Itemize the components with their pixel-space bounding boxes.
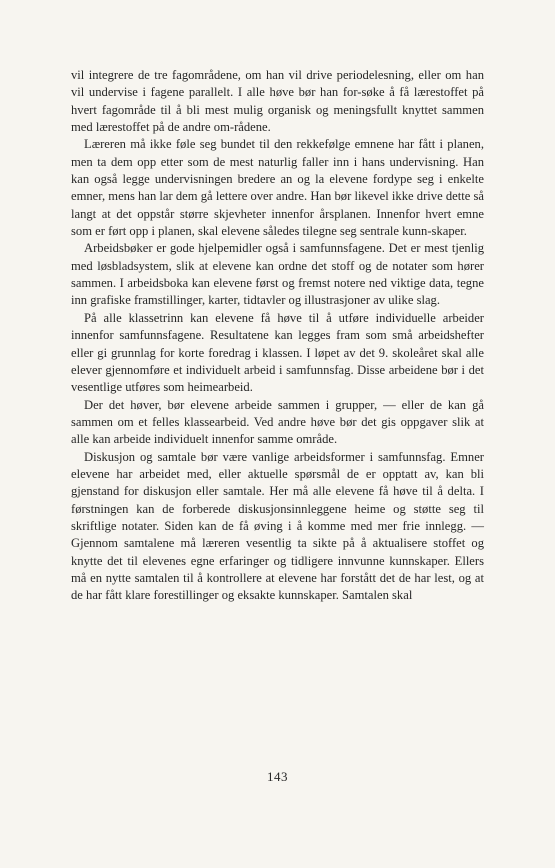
paragraph-2: Læreren må ikke føle seg bundet til den rekkefølge emnene har fått i planen, men ta dem opp etter som de mest naturlig faller inn i hans undervisning. Han kan også legge undervisningen bredere an og la elevene fordype seg i enkelte emner, mens han lar dem gå lettere over andre. Han bør likevel ikke drive dette så langt at det oppstår større skjevheter innenfor årsplanen. Innenfor hvert emne som er ført opp i planen, skal elevene således tilegne seg sentrale kunn-skaper. [71, 137, 484, 239]
page-number: 143 [267, 769, 288, 784]
paragraph-1: vil integrere de tre fagområdene, om han vil drive periodelesning, eller om han vil undervise i fagene parallelt. I alle høve bør han for-søke å få lærestoffet på hvert fagområde til å bli mest mulig organisk og meningsfullt knyttet sammen med lærestoffet på de andre om-rådene. [71, 68, 484, 135]
paragraph-6: Diskusjon og samtale bør være vanlige arbeidsformer i samfunnsfag. Emner elevene har arbeidet med, eller aktuelle spørsmål de er opptatt av, kan bli gjenstand for diskusjon eller samtale. Her må alle elevene få høve til å delta. I førstningen kan de forberede diskusjonsinnleggene heime og støtte seg til skriftlige notater. Siden kan de få øving i å komme med mer frie innlegg. — Gjennom samtalene må læreren vesentlig ta sikte på å aktualisere stoffet og knytte det til elevenes egne erfaringer og tidligere innvunne kunnskaper. Ellers må en nytte samtalen til å kontrollere at elevene har forstått det de har lest, og at de har fått klare forestillinger og eksakte kunnskaper. Samtalen skal [71, 449, 484, 603]
paragraph-3: Arbeidsbøker er gode hjelpemidler også i samfunnsfagene. Det er mest tjenlig med løsbladsystem, slik at elevene kan ordne det stoff og de notater som hører sammen. I arbeidsboka kan elevene først og fremst notere ned viktige data, tegne inn grafiske framstillinger, karter, tidtavler og illustrasjoner av ulike slag. [71, 241, 484, 308]
body-text [71, 67, 484, 605]
paragraph-4: På alle klassetrinn kan elevene få høve til å utføre individuelle arbeider innenfor samfunnsfagene. Resultatene kan legges fram som små arbeidshefter eller gi grunnlag for korte foredrag i klassen. I løpet av det 9. skoleåret skal alle elever gjennomføre et individuelt arbeid i samfunnsfag. Disse arbeidene bør i det vesentlige utføres som heimearbeid. [71, 310, 484, 395]
paragraph-5: Der det høver, bør elevene arbeide sammen i grupper, — eller de kan gå sammen om et felles klassearbeid. Ved andre høve bør det gis oppgaver slik at alle kan arbeide individuelt innenfor samme område. [71, 397, 484, 447]
